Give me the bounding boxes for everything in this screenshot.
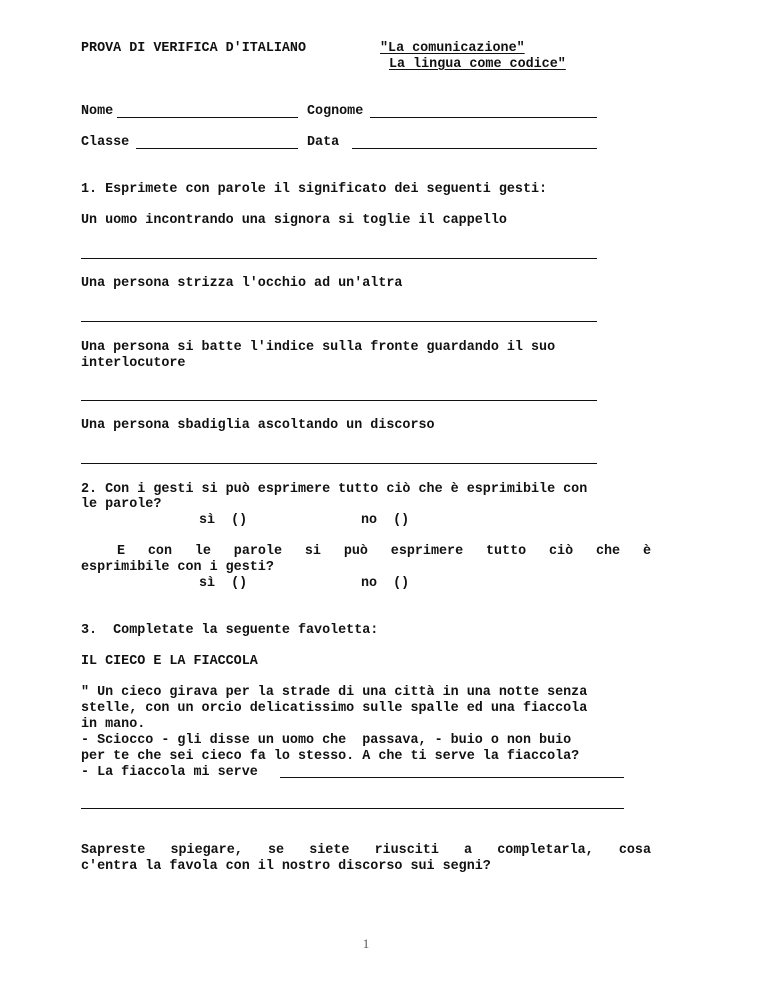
document-title: PROVA DI VERIFICA D'ITALIANO [81,41,306,56]
story-line-4: - Sciocco - gli disse un uomo che passava, - buio o non buio [81,733,572,748]
q1-answer-3[interactable] [81,400,597,401]
q2-line-2: le parole? [81,497,162,512]
nome-blank[interactable] [117,117,298,118]
data-label: Data [307,135,340,150]
q1-item-2: Una persona strizza l'occhio ad un'altra [81,276,403,291]
story-title: IL CIECO E LA FIACCOLA [81,654,258,669]
cognome-label: Cognome [307,104,364,119]
q1-item-3-cont: interlocutore [81,356,186,371]
q1-answer-2[interactable] [81,321,597,322]
data-blank[interactable] [352,148,597,149]
q4-line-1: Sapreste spiegare, se siete riusciti a completarla, cosa [81,843,651,858]
classe-blank[interactable] [136,148,298,149]
page-number: 1 [362,936,370,951]
q1-item-3: Una persona si batte l'indice sulla fronte guardando il suo [81,340,556,355]
story-completion-blank-2[interactable] [81,808,624,809]
q4-line-2: c'entra la favola con il nostro discorso sui segni? [81,859,491,874]
q1-item-4: Una persona sbadiglia ascoltando un discorso [81,418,435,433]
story-line-5: per te che sei cieco fa lo stesso. A che ti serve la fiaccola? [81,749,580,764]
q1-answer-1[interactable] [81,258,597,259]
cognome-blank[interactable] [370,117,597,118]
q1-title: 1. Esprimete con parole il significato dei seguenti gesti: [81,182,548,197]
q2-no-option-2[interactable]: no () [361,576,410,591]
topic-line-2: La lingua come codice" [389,57,566,72]
story-line-1: " Un cieco girava per la strade di una città in una notte senza [81,685,588,700]
q2-yes-option-1[interactable]: sì () [199,513,248,528]
q1-item-1: Un uomo incontrando una signora si toglie il cappello [81,213,507,228]
nome-label: Nome [81,104,114,119]
q3-title: 3. Completate la seguente favoletta: [81,623,379,638]
q2-line-3: E con le parole si può esprimere tutto ciò che è [117,544,651,559]
story-completion-blank[interactable] [280,777,624,778]
story-line-6: - La fiaccola mi serve [81,765,258,780]
story-line-3: in mano. [81,717,146,732]
story-line-2: stelle, con un orcio delicatissimo sulle spalle ed una fiaccola [81,701,588,716]
q2-no-option-1[interactable]: no () [361,513,410,528]
q2-yes-option-2[interactable]: sì () [199,576,248,591]
classe-label: Classe [81,135,130,150]
q2-line-4: esprimibile con i gesti? [81,560,274,575]
q1-answer-4[interactable] [81,463,597,464]
topic-line-1: "La comunicazione" [380,41,525,56]
q2-line-1: 2. Con i gesti si può esprimere tutto ciò che è esprimibile con [81,482,588,497]
